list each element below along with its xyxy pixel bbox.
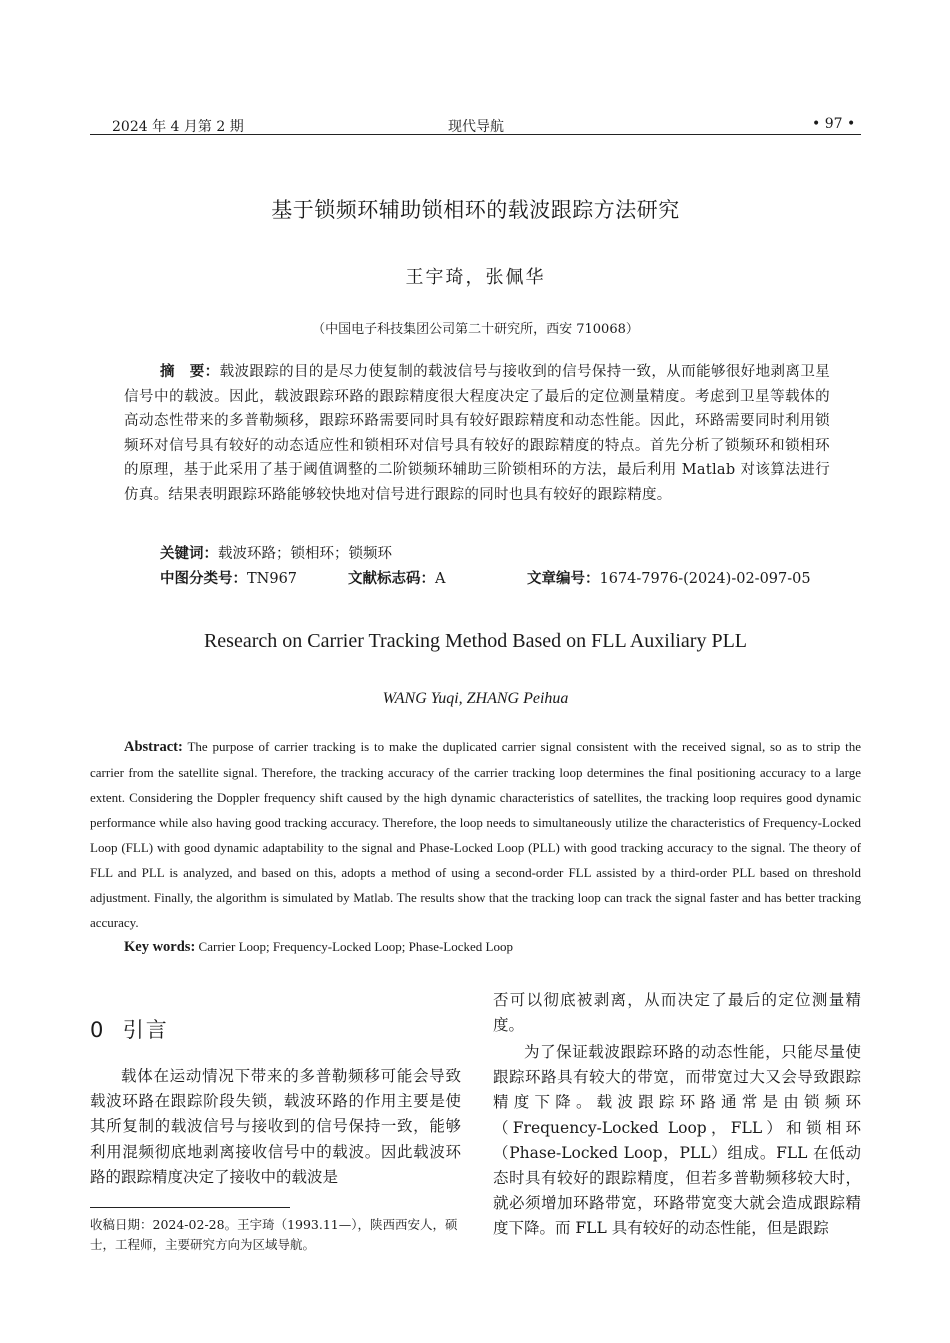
intro-right-continuation: 否可以彻底被剥离，从而决定了最后的定位测量精度。 — [493, 991, 861, 1035]
en-keywords — [124, 939, 513, 956]
cn-abstract — [124, 360, 830, 507]
en-keywords-text: Carrier Loop; Frequency-Locked Loop; Phase-Locked Loop — [198, 939, 513, 954]
paper-title: 基于锁频环辅助锁相环的载波跟踪方法研究 — [271, 198, 680, 222]
cn-abstract-text: 载波跟踪的目的是尽力使复制的载波信号与接收到的信号保持一致，从而能够很好地剥离卫星信号中的载波。因此，载波跟踪环路的跟踪精度很大程度决定了最后的定位测量精度。考虑到卫星等载体的高动态性带来的多普勒频移，跟踪环路需要同时具有较好跟踪精度和动态性能。因此，环路需要同时利用锁频环对信号具有较好的动态适应性和锁相环对信号具有较好的跟踪精度的特点。首先分析了锁频环和锁相环的原理，基于此采用了基于阈值调整的二阶锁频环辅助三阶锁相环的方法，最后利用 Matlab 对该算法进行仿真。结果表明跟踪环路能够较快地对信号进行跟踪的同时也具有较好的跟踪精度。 — [124, 364, 831, 503]
english-title: Research on Carrier Tracking Method Based on FLL Auxiliary PLL — [203, 630, 748, 652]
header-rule — [90, 134, 861, 135]
footnote: 收稿日期：2024-02-28。王宇琦（1993.11—），陕西西安人，硕士，工程师，主要研究方向为区域导航。 — [90, 1217, 458, 1252]
cn-keywords-text: 载波环路；锁相环；锁频环 — [218, 546, 392, 562]
header-page-number: • 97 • — [812, 116, 856, 132]
header-journal: 现代导航 — [448, 119, 504, 135]
en-abstract-label: Abstract: — [124, 739, 183, 755]
section-heading — [90, 1014, 169, 1044]
header-issue: 2024 年 4 月第 2 期 — [112, 119, 244, 135]
document-code: 文献标志码：A — [348, 571, 446, 587]
intro-right-paragraph: 为了保证载波跟踪环路的动态性能，只能尽量使跟踪环路具有较大的带宽，而带宽过大又会导致跟踪精度下降。载波跟踪环路通常是由锁频环（Frequency-Locked Loop，FLL）和锁相环（Phase-Locked Loop，PLL）组成。FLL 在低动态时具有较好的跟踪精度，但若多普勒频移较大时，就必须增加环路带宽，环路带宽变大就会造成跟踪精度下降。而 FLL 具有较好的动态性能，但是跟踪 — [493, 1043, 861, 1238]
cn-keywords — [160, 542, 392, 563]
en-abstract — [90, 734, 861, 935]
cn-abstract-label: 摘 要： — [160, 364, 220, 380]
affiliation: （中国电子科技集团公司第二十研究所，西安 710068） — [312, 322, 639, 337]
section-number: 0 — [90, 1018, 106, 1042]
en-keywords-label: Key words: — [124, 939, 196, 955]
authors: 王宇琦，张佩华 — [405, 267, 546, 288]
footnote-rule — [90, 1207, 290, 1208]
en-abstract-text: The purpose of carrier tracking is to make the duplicated carrier signal consistent with the received signal, so as to strip the carrier from the satellite signal. Therefore, the tracking accuracy of the carrier tracking loop determines the final positioning accuracy to a large extent. Considering the Doppler frequency shift caused by the high dynamic characteristics of satellites, the tracking loop requires good dynamic performance while also having good tracking accuracy. Therefore, the loop needs to simultaneously utilize the characteristics of Frequency-Locked Loop (FLL) with good dynamic adaptability to the signal and Phase-Locked Loop (PLL) with good tracking accuracy to the signal. The theory of FLL and PLL is analyzed, and based on this, adopts a method of using a second-order FLL assisted by a third-order PLL based on threshold adjustment. Finally, the algorithm is simulated by Matlab. The results show that the tracking loop can track the signal faster and has better tracking accuracy. — [90, 739, 862, 930]
article-number: 文章编号：1674-7976-(2024)-02-097-05 — [527, 571, 811, 587]
clc-number: 中图分类号：TN967 — [160, 571, 298, 587]
english-authors: WANG Yuqi, ZHANG Peihua — [382, 690, 569, 707]
intro-left-paragraph: 载体在运动情况下带来的多普勒频移可能会导致载波环路在跟踪阶段失锁，载波环路的作用主要是使其所复制的载波信号与接收到的信号保持一致，能够利用混频彻底地剥离接收信号中的载波。因此载波环路的跟踪精度决定了接收中的载波是 — [90, 1067, 461, 1186]
section-title: 引言 — [122, 1018, 169, 1042]
cn-keywords-label: 关键词： — [160, 546, 218, 562]
